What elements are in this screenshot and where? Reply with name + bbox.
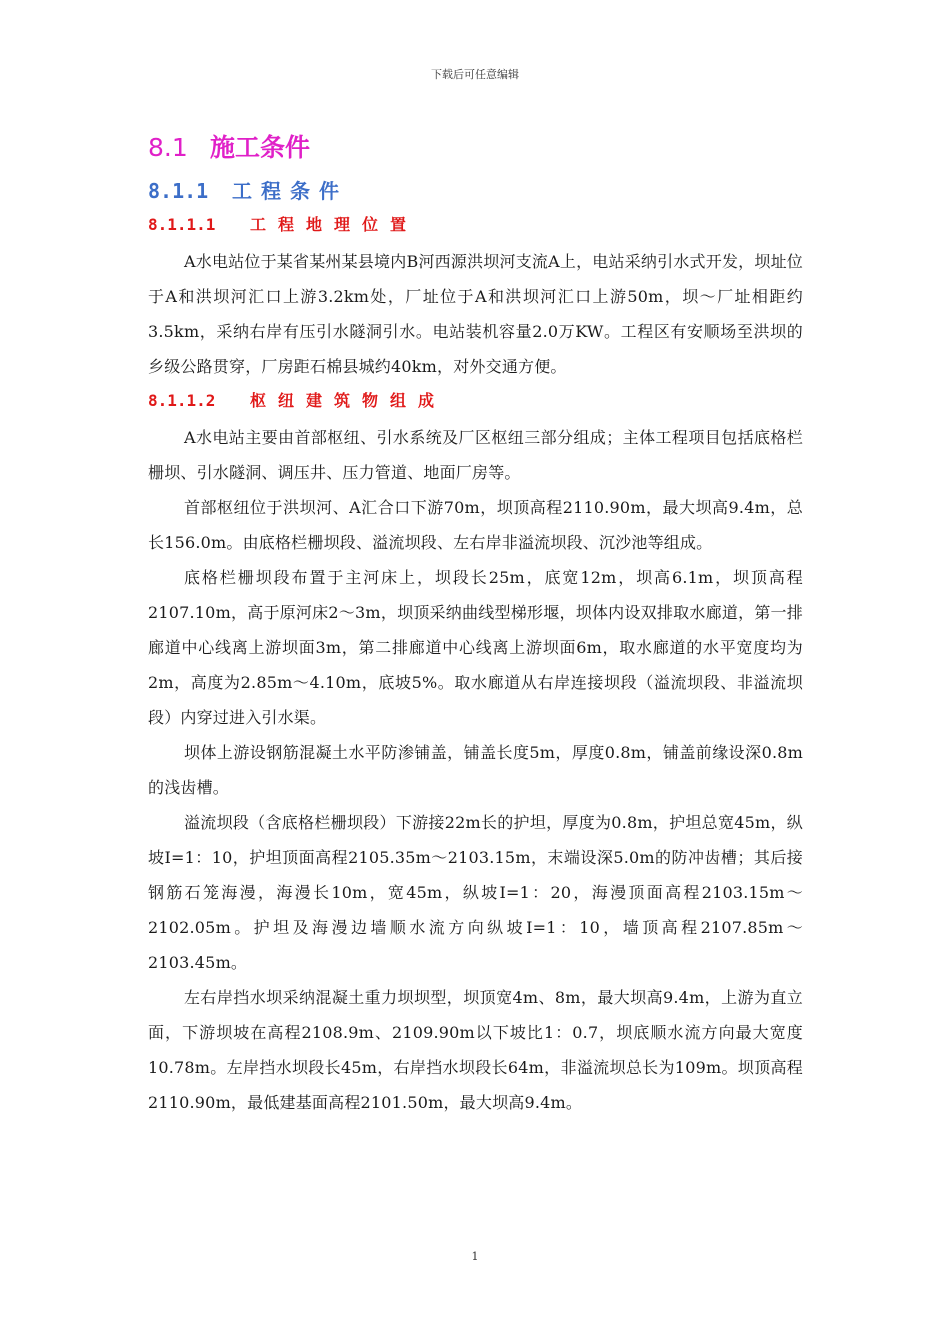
subsection-number: 8.1.1	[148, 179, 209, 203]
heading-structures	[148, 384, 803, 420]
paragraph: 坝体上游设钢筋混凝土水平防渗铺盖，铺盖长度5m，厚度0.8m，铺盖前缘设深0.8m的浅齿槽。	[148, 743, 803, 797]
page-number: 1	[471, 1250, 479, 1263]
paragraph: 首部枢纽位于洪坝河、A汇合口下游70m，坝顶高程2110.90m，最大坝高9.4m，总长156.0m。由底格栏栅坝段、溢流坝段、左右岸非溢流坝段、沉沙池等组成。	[148, 498, 803, 552]
heading-location-title: 工程地理位置	[250, 215, 419, 234]
section-number: 8.1	[148, 133, 188, 162]
heading-location-number: 8.1.1.1	[148, 215, 216, 234]
heading-structures-number: 8.1.1.2	[148, 391, 216, 410]
section-heading	[148, 128, 803, 170]
paragraph: 底格栏栅坝段布置于主河床上，坝段长25m，底宽12m，坝高6.1m，坝顶高程2107.10m，高于原河床2～3m，坝顶采纳曲线型梯形堰，坝体内设双排取水廊道，第一排廊道中心线离上游坝面3m，第二排廊道中心线离上游坝面6m，取水廊道的水平宽度均为2m，高度为2.85m～4.10m，底坡5%。取水廊道从右岸连接坝段（溢流坝段、非溢流坝段）内穿过进入引水渠。	[148, 568, 803, 727]
subsection-title: 工程条件	[232, 179, 348, 203]
paragraph: A水电站位于某省某州某县境内B河西源洪坝河支流A上，电站采纳引水式开发，坝址位于A和洪坝河汇口上游3.2km处，厂址位于A和洪坝河汇口上游50m，坝～厂址相距约3.5km，采纳右岸有压引水隧洞引水。电站装机容量2.0万KW。工程区有安顺场至洪坝的乡级公路贯穿，厂房距石棉县城约40km，对外交通方便。	[148, 252, 803, 376]
section-title: 施工条件	[210, 133, 311, 162]
download-note: 下载后可任意编辑	[431, 68, 519, 81]
heading-structures-title: 枢纽建筑物组成	[250, 391, 447, 410]
paragraph: 左右岸挡水坝采纳混凝土重力坝坝型，坝顶宽4m、8m，最大坝高9.4m，上游为直立面，下游坝坡在高程2108.9m、2109.90m以下坡比1：0.7，坝底顺水流方向最大宽度10.78m。左岸挡水坝段长45m，右岸挡水坝段长64m，非溢流坝总长为109m。坝顶高程2110.90m，最低建基面高程2101.50m，最大坝高9.4m。	[148, 988, 803, 1112]
heading-location	[148, 208, 803, 244]
document-body	[148, 128, 803, 1120]
paragraph: 溢流坝段（含底格栏栅坝段）下游接22m长的护坦，厚度为0.8m，护坦总宽45m，纵坡I=1：10，护坦顶面高程2105.35m～2103.15m，末端设深5.0m的防冲齿槽；其后接钢筋石笼海漫，海漫长10m，宽45m，纵坡I=1：20，海漫顶面高程2103.15m～2102.05m。护坦及海漫边墙顺水流方向纵坡I=1：10，墙顶高程2107.85m～2103.45m。	[148, 813, 803, 972]
subsection-heading	[148, 174, 803, 208]
paragraph: A水电站主要由首部枢纽、引水系统及厂区枢纽三部分组成；主体工程项目包括底格栏栅坝、引水隧洞、调压井、压力管道、地面厂房等。	[148, 428, 803, 482]
